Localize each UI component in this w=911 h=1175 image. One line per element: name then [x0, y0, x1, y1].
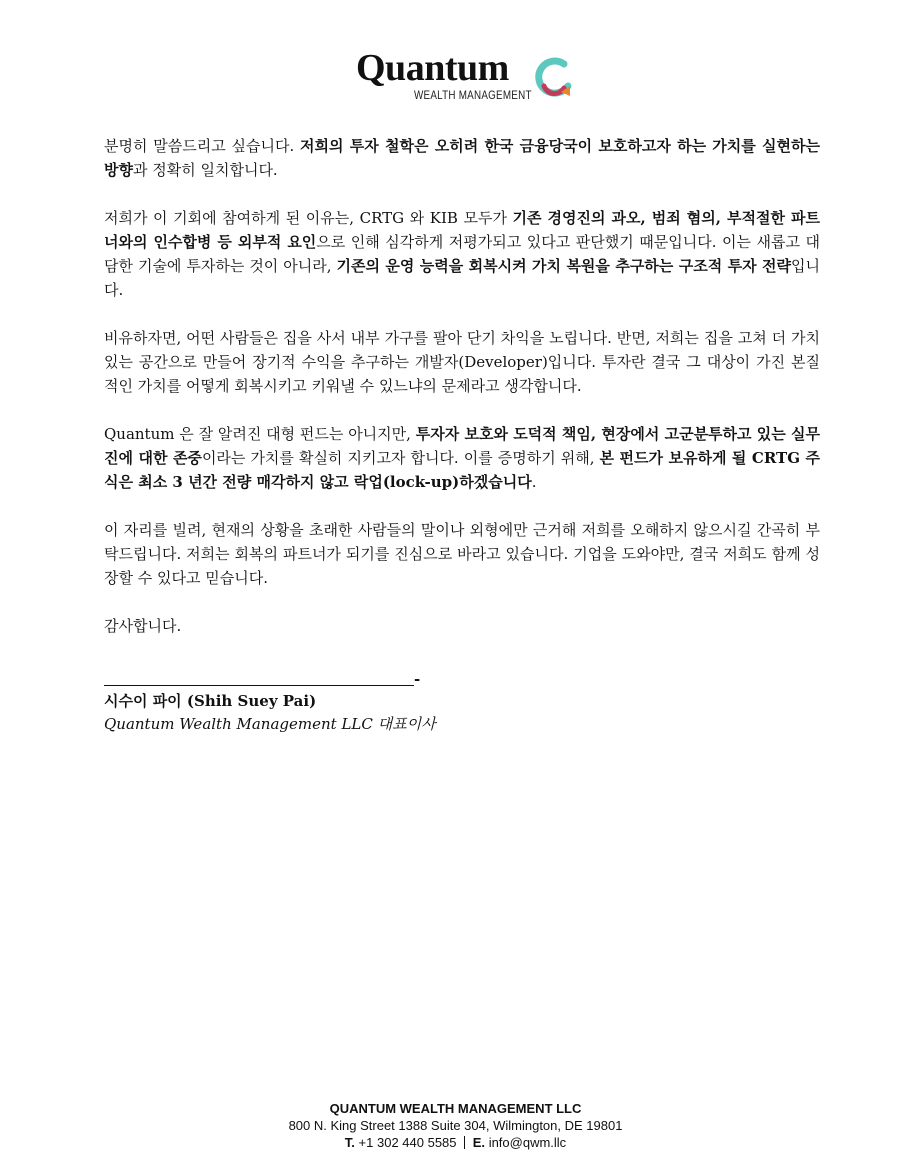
footer-company-name: QUANTUM WEALTH MANAGEMENT LLC — [329, 1101, 582, 1116]
signatory-title: Quantum Wealth Management LLC 대표이사 — [104, 715, 436, 733]
letterhead-footer — [0, 1100, 911, 1151]
email-label: E. — [472, 1135, 486, 1150]
body-text: 비유하자면, 어떤 사람들은 집을 사서 내부 가구를 팔아 단기 차익을 노립니다. 반면, 저희는 집을 고쳐 더 가치 있는 공간으로 만들어 장기적 수익을 추구하는 개발자(Developer)입니다. 투자란 결국 그 대상이 가진 본질적인 가치를 어떻게 회복시키고 키워낼 수 있느냐의 문제라고 생각합니다. — [104, 329, 820, 395]
footer-divider — [464, 1136, 465, 1149]
body-text: 으로 인해 심각하게 저평가되고 있다고 판단했기 때문입니다. 이는 새롭고 대담한 기술에 투자하는 것이 아니라, — [104, 233, 820, 275]
paragraph — [104, 326, 820, 398]
footer-email[interactable]: info@qwm.llc — [488, 1135, 567, 1150]
body-text: 저희가 이 기회에 참여하게 된 이유는, CRTG 와 KIB 모두가 — [104, 209, 513, 227]
emphasis-text: 기존 경영진의 과오, 범죄 혐의, 부적절한 파트너와의 인수합병 등 외부적 요인 — [104, 209, 820, 251]
footer-contact — [0, 1134, 911, 1151]
body-text: . — [531, 473, 537, 491]
emphasis-text: 투자자 보호와 도덕적 책임, 현장에서 고군분투하고 있는 실무진에 대한 존중 — [104, 425, 821, 467]
footer-address: 800 N. King Street 1388 Suite 304, Wilmington, DE 19801 — [288, 1118, 623, 1133]
logo-wordmark: Quantum — [356, 47, 509, 89]
body-text: 이라는 가치를 확실히 지키고자 합니다. 이를 증명하기 위해, — [201, 449, 600, 467]
paragraph — [104, 134, 820, 182]
emphasis-text: 기존의 운영 능력을 회복시켜 가치 복원을 추구하는 구조적 투자 전략 — [336, 257, 791, 275]
body-text: Quantum 은 잘 알려진 대형 펀드는 아니지만, — [104, 425, 416, 443]
signature-dash: - — [414, 670, 421, 688]
closing-paragraph — [104, 614, 820, 638]
phone-label: T. — [344, 1135, 355, 1150]
emphasis-text: 본 펀드가 보유하게 될 CRTG 주식은 최소 3 년간 전량 매각하지 않고 락업(lock-up)하겠습니다 — [104, 449, 820, 491]
logo-subtitle: WEALTH MANAGEMENT — [414, 88, 532, 102]
logo-swirl-icon — [534, 56, 574, 100]
paragraph — [104, 518, 820, 590]
signature-line — [104, 685, 414, 686]
paragraph — [104, 422, 820, 494]
body-text: 과 정확히 일치합니다. — [132, 161, 278, 179]
body-text: 이 자리를 빌려, 현재의 상황을 초래한 사람들의 말이나 외형에만 근거해 저희를 오해하지 않으시길 간곡히 부탁드립니다. 저희는 회복의 파트너가 되기를 진심으로 바라고 있습니다. 기업을 도와야만, 결국 저희도 함께 성장할 수 있다고 믿습니다. — [104, 521, 820, 587]
signatory-name: 시수이 파이 (Shih Suey Pai) — [104, 692, 317, 710]
body-text: 입니다. — [104, 257, 820, 299]
company-logo — [356, 48, 576, 104]
letter-body — [104, 134, 820, 662]
paragraph — [104, 206, 820, 302]
body-text: 감사합니다. — [104, 617, 182, 635]
emphasis-text: 저희의 투자 철학은 오히려 한국 금융당국이 보호하고자 하는 가치를 실현하는 방향 — [104, 137, 820, 179]
body-text: 분명히 말씀드리고 싶습니다. — [104, 137, 301, 155]
footer-phone[interactable]: +1 302 440 5585 — [358, 1135, 457, 1150]
